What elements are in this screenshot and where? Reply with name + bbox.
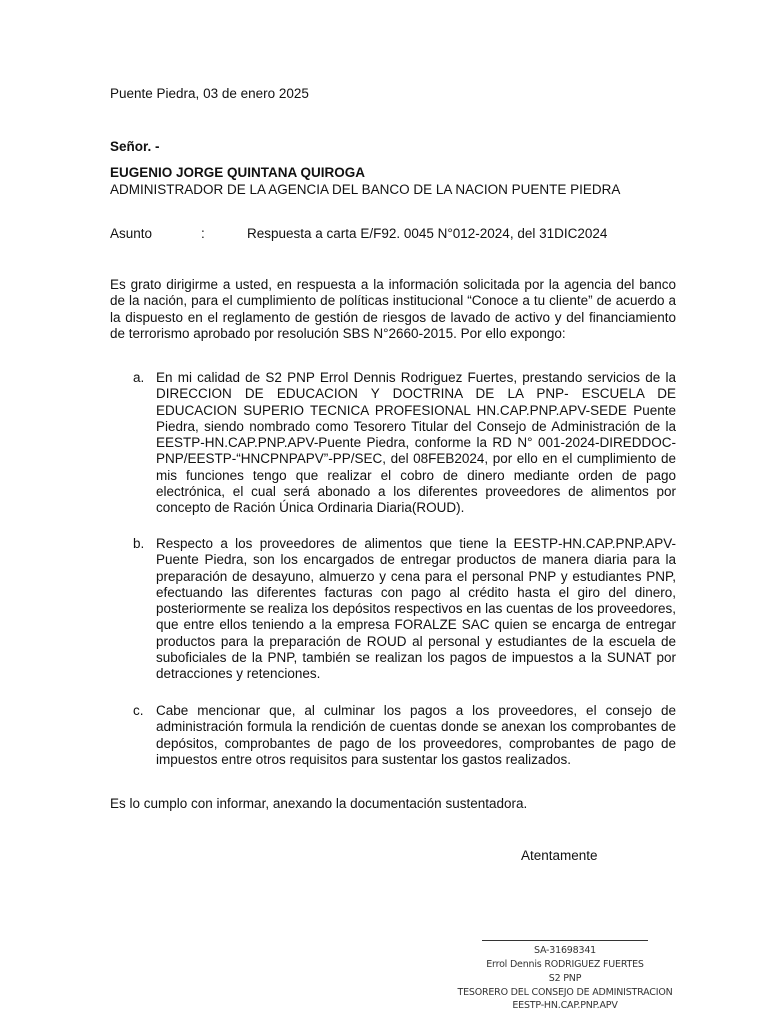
subject-colon: : (201, 226, 205, 241)
list-item-text: Cabe mencionar que, al culminar los pagos a los proveedores, el consejo de administración formula la rendición de cuentas donde se anexan los comprobantes de depósitos, comprobantes de pago de los proveedores, comprobantes de pago de impuestos entre otros requisitos para sustentar los gastos realizados. (156, 703, 676, 767)
place-date: Puente Piedra, 03 de enero 2025 (110, 86, 309, 101)
signature-institution: EESTP-HN.CAP.PNP.APV (512, 1000, 618, 1011)
signature-rank: S2 PNP (548, 973, 582, 984)
list-item (110, 370, 676, 517)
recipient-name: EUGENIO JORGE QUINTANA QUIROGA (110, 165, 366, 180)
signature-line (482, 940, 648, 941)
recipient-title: ADMINISTRADOR DE LA AGENCIA DEL BANCO DE LA NACION PUENTE PIEDRA (110, 182, 621, 197)
intro-paragraph: Es grato dirigirme a usted, en respuesta a la información solicitada por la agencia del banco de la nación, para el cumplimiento de políticas institucional “Conoce a tu cliente” de acuerdo a la dispuesto en el reglamento de gestión de riesgos de lavado de activo y del financiamiento de terrorismo aprobado por resolución SBS N°2660-2015. Por ello expongo: (110, 277, 676, 341)
list-item-text: Respecto a los proveedores de alimentos que tiene la EESTP-HN.CAP.PNP.APV-Puente Piedra, son los encargados de entregar productos de manera diaria para la preparación de desayuno, almuerzo y cena para el personal PNP y estudiantes PNP, efectuando las diferentes facturas con pago al crédito hasta el giro del dinero, posteriormente se realiza los depósitos respectivos en las cuentas de los proveedores, que entre ellos teniendo a la empresa FORALZE SAC quien se encarga de entregar productos para la preparación de ROUD al personal y estudiantes de la escuela de suboficiales de la PNP, también se realizan los pagos de impuestos a la SUNAT por detracciones y retenciones. (156, 536, 676, 682)
list-marker: a. (133, 370, 145, 385)
list-marker: b. (133, 536, 145, 551)
subject-label: Asunto (110, 226, 153, 241)
list-item (110, 536, 676, 683)
closing-sentence: Es lo cumplo con informar, anexando la documentación sustentadora. (110, 796, 528, 811)
list-marker: c. (133, 703, 144, 718)
subject-text: Respuesta a carta E/F92. 0045 N°012-2024, del 31DIC2024 (247, 226, 608, 241)
signature-position: TESORERO DEL CONSEJO DE ADMINISTRACION (457, 987, 673, 998)
list-item (110, 703, 676, 768)
salutation: Señor. - (110, 139, 160, 154)
signature-name: Errol Dennis RODRIGUEZ FUERTES (486, 959, 644, 970)
list-item-text: En mi calidad de S2 PNP Errol Dennis Rodriguez Fuertes, prestando servicios de la DIRECCION DE EDUCACION Y DOCTRINA DE LA PNP- ESCUELA DE EDUCACION SUPERIO TECNICA PROFESIONAL HN.CAP.PNP.APV-SEDE Puente Piedra, siendo nombrado como Tesorero Titular del Consejo de Administración de la EESTP-HN.CAP.PNP.APV-Puente Piedra, conforme la RD N° 001-2024-DIREDDOC-PNP/EESTP-“HNCPNPAPV”-PP/SEC, del 08FEB2024, por ello en el cumplimiento de mis funciones tengo que realizar el cobro de dinero mediante orden de pago electrónica, el cual será abonado a los diferentes proveedores de alimentos por concepto de Ración Única Ordinaria Diaria(ROUD). (156, 370, 676, 516)
signature-id: SA-31698341 (533, 945, 597, 956)
regards: Atentamente (521, 848, 598, 863)
